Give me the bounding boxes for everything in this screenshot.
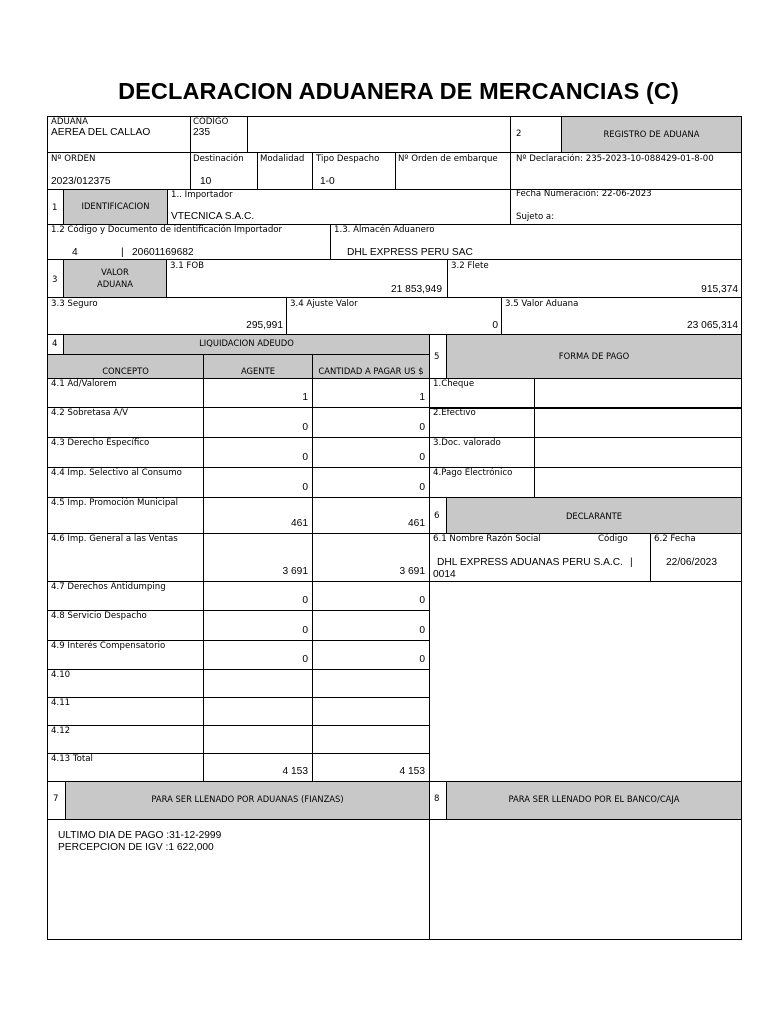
cantidad-value: 3 691 bbox=[399, 566, 425, 577]
registro-aduana-label: REGISTRO DE ADUANA bbox=[603, 129, 700, 139]
concepto-label: 4.10 bbox=[51, 670, 71, 680]
almacen-label: 1.3. Almacén Aduanero bbox=[334, 225, 435, 235]
concepto-label: 4.3 Derecho Específico bbox=[51, 438, 150, 448]
ajuste-valor-value: 0 bbox=[492, 320, 498, 331]
banco-label: PARA SER LLENADO POR EL BANCO/CAJA bbox=[508, 794, 680, 804]
documento-numero: 20601169682 bbox=[132, 247, 194, 258]
identificacion-label: IDENTIFICACION bbox=[81, 201, 150, 211]
agente-cell bbox=[203, 467, 313, 498]
orden-value: 2023/012375 bbox=[51, 176, 111, 187]
agente-header: AGENTE bbox=[240, 366, 276, 376]
ajuste-valor-label: 3.4 Ajuste Valor bbox=[290, 299, 358, 309]
agente-value: 0 bbox=[302, 482, 308, 493]
agente-value: 0 bbox=[302, 452, 308, 463]
tipo-despacho-label: Tipo Despacho bbox=[316, 154, 380, 164]
valor-aduana-value: 23 065,314 bbox=[687, 320, 738, 331]
cantidad-value: 0 bbox=[419, 452, 425, 463]
modalidad-label: Modalidad bbox=[260, 154, 305, 164]
agente-value: 461 bbox=[291, 518, 308, 529]
orden-embarque-label: Nº Orden de embarque bbox=[398, 154, 498, 164]
aduanas-number: 7 bbox=[53, 794, 59, 804]
declarante-separator: | bbox=[630, 557, 633, 568]
codigo-value: 235 bbox=[193, 127, 210, 138]
concepto-header: CONCEPTO bbox=[102, 366, 149, 376]
cantidad-value: 461 bbox=[408, 518, 425, 529]
agente-cell bbox=[203, 669, 313, 698]
cantidad-cell bbox=[312, 407, 430, 438]
cantidad-value: 4 153 bbox=[399, 766, 425, 777]
concepto-label: 4.1 Ad/Valorem bbox=[51, 379, 117, 389]
valor-label-line1: VALOR bbox=[101, 267, 129, 277]
agente-value: 3 691 bbox=[282, 566, 308, 577]
aduana-label: ADUANA bbox=[51, 117, 88, 127]
destinacion-value: 10 bbox=[200, 176, 212, 187]
agente-cell bbox=[203, 581, 313, 611]
concepto-label: 4.11 bbox=[51, 698, 71, 708]
banco-content-cell bbox=[429, 819, 742, 940]
cantidad-cell bbox=[312, 610, 430, 641]
codigo-label: CODIGO bbox=[193, 117, 229, 127]
declarante-nombre-label: 6.1 Nombre Razón Social bbox=[433, 534, 541, 544]
cantidad-cell bbox=[312, 467, 430, 498]
importador-label: 1.. Importador bbox=[171, 190, 233, 200]
almacen-value: DHL EXPRESS PERU SAC bbox=[347, 247, 473, 258]
flete-cell bbox=[447, 259, 742, 298]
declarante-fecha-label: 6.2 Fecha bbox=[654, 534, 696, 544]
valor-aduana-label: 3.5 Valor Aduana bbox=[505, 299, 579, 309]
forma-pago-value-cell bbox=[534, 378, 742, 409]
declarante-codigo-label: Código bbox=[598, 534, 628, 544]
seguro-value: 295,991 bbox=[246, 320, 283, 331]
cantidad-value: 0 bbox=[419, 625, 425, 636]
concepto-label: 4.12 bbox=[51, 726, 71, 736]
forma-pago-item-label: 3.Doc. valorado bbox=[433, 438, 501, 448]
section2-number: 2 bbox=[516, 129, 522, 139]
concepto-label: 4.5 Imp. Promoción Municipal bbox=[51, 498, 178, 508]
declarante-label: DECLARANTE bbox=[565, 511, 623, 521]
declaracion-number: Nº Declaración: 235-2023-10-088429-01-8-00 bbox=[516, 154, 714, 164]
cantidad-value: 1 bbox=[419, 392, 425, 403]
identificacion-number: 1 bbox=[52, 203, 58, 213]
agente-cell bbox=[203, 725, 313, 754]
concepto-label: 4.4 Imp. Selectivo al Consumo bbox=[51, 468, 182, 478]
cantidad-cell bbox=[312, 669, 430, 698]
agente-cell bbox=[203, 378, 313, 408]
seguro-label: 3.3 Seguro bbox=[51, 299, 98, 309]
concepto-cell bbox=[47, 725, 204, 754]
agente-value: 4 153 bbox=[282, 766, 308, 777]
valor-label-line2: ADUANA bbox=[96, 279, 134, 289]
flete-value: 915,374 bbox=[701, 284, 738, 295]
declarante-blank-area bbox=[429, 581, 742, 782]
concepto-cell bbox=[47, 697, 204, 726]
documento-separator: | bbox=[121, 247, 124, 258]
concepto-label: 4.9 Interés Compensatorio bbox=[51, 641, 166, 651]
cantidad-value: 0 bbox=[419, 654, 425, 665]
aduanas-label: PARA SER LLENADO POR ADUANAS (FIANZAS) bbox=[151, 794, 344, 804]
agente-cell bbox=[203, 697, 313, 726]
forma-pago-value-cell bbox=[534, 407, 742, 438]
fob-label: 3.1 FOB bbox=[170, 261, 205, 271]
concepto-label: 4.2 Sobretasa A/V bbox=[51, 408, 128, 418]
percepcion-igv: PERCEPCION DE IGV :1 622,000 bbox=[58, 842, 214, 853]
forma-pago-item-label: 2.Efectivo bbox=[433, 408, 476, 418]
cantidad-value: 0 bbox=[419, 482, 425, 493]
cantidad-cell bbox=[312, 640, 430, 670]
cantidad-cell bbox=[312, 437, 430, 468]
forma-pago-label: FORMA DE PAGO bbox=[558, 351, 630, 361]
declarante-codigo-value: 0014 bbox=[433, 569, 456, 580]
agente-cell bbox=[203, 407, 313, 438]
forma-pago-item-label: 4.Pago Electrónico bbox=[433, 468, 513, 478]
cantidad-value: 0 bbox=[419, 595, 425, 606]
tipo-despacho-value: 1-0 bbox=[320, 176, 335, 187]
cantidad-cell bbox=[312, 378, 430, 408]
codigo-documento-label: 1.2 Código y Documento de identificación Importador bbox=[51, 225, 283, 235]
forma-pago-number: 5 bbox=[434, 352, 440, 362]
forma-pago-item-label: 1.Cheque bbox=[433, 379, 475, 389]
declarante-number: 6 bbox=[434, 511, 440, 521]
agente-cell bbox=[203, 640, 313, 670]
banco-number: 8 bbox=[434, 794, 440, 804]
agente-value: 0 bbox=[302, 625, 308, 636]
ultimo-dia-pago: ULTIMO DIA DE PAGO :31-12-2999 bbox=[58, 830, 222, 841]
cantidad-value: 0 bbox=[419, 422, 425, 433]
flete-label: 3.2 Flete bbox=[451, 261, 489, 271]
orden-label: Nº ORDEN bbox=[51, 154, 96, 164]
header-blank-cell bbox=[247, 116, 511, 153]
cantidad-cell bbox=[312, 697, 430, 726]
declarante-fecha-value: 22/06/2023 bbox=[666, 557, 717, 568]
agente-value: 1 bbox=[302, 392, 308, 403]
destinacion-label: Destinación bbox=[193, 154, 244, 164]
agente-value: 0 bbox=[302, 654, 308, 665]
concepto-label: 4.8 Servicio Despacho bbox=[51, 611, 147, 621]
form-title: DECLARACION ADUANERA DE MERCANCIAS (C) bbox=[118, 78, 679, 104]
agente-cell bbox=[203, 610, 313, 641]
aduana-value: AEREA DEL CALLAO bbox=[51, 127, 151, 138]
fob-value: 21 853,949 bbox=[391, 284, 442, 295]
sujeto-label: Sujeto a: bbox=[516, 212, 555, 222]
liquidacion-label: LIQUIDACION ADEUDO bbox=[199, 338, 294, 348]
concepto-label: 4.13 Total bbox=[51, 754, 93, 764]
valor-number: 3 bbox=[52, 275, 58, 285]
agente-value: 0 bbox=[302, 595, 308, 606]
documento-tipo: 4 bbox=[72, 247, 78, 258]
concepto-cell bbox=[47, 669, 204, 698]
liquidacion-number: 4 bbox=[52, 339, 58, 349]
cantidad-cell bbox=[312, 725, 430, 754]
declarante-nombre-value: DHL EXPRESS ADUANAS PERU S.A.C. bbox=[437, 557, 623, 568]
concepto-label: 4.7 Derechos Antidumping bbox=[51, 582, 166, 592]
cantidad-header: CANTIDAD A PAGAR US $ bbox=[318, 366, 424, 376]
agente-value: 0 bbox=[302, 422, 308, 433]
importador-value: VTECNICA S.A.C. bbox=[171, 211, 255, 222]
forma-pago-value-cell bbox=[534, 467, 742, 498]
forma-pago-value-cell bbox=[534, 437, 742, 468]
fecha-numeracion: Fecha Numeración: 22-06-2023 bbox=[516, 189, 652, 199]
concepto-label: 4.6 Imp. General a las Ventas bbox=[51, 534, 178, 544]
agente-cell bbox=[203, 437, 313, 468]
cantidad-cell bbox=[312, 581, 430, 611]
